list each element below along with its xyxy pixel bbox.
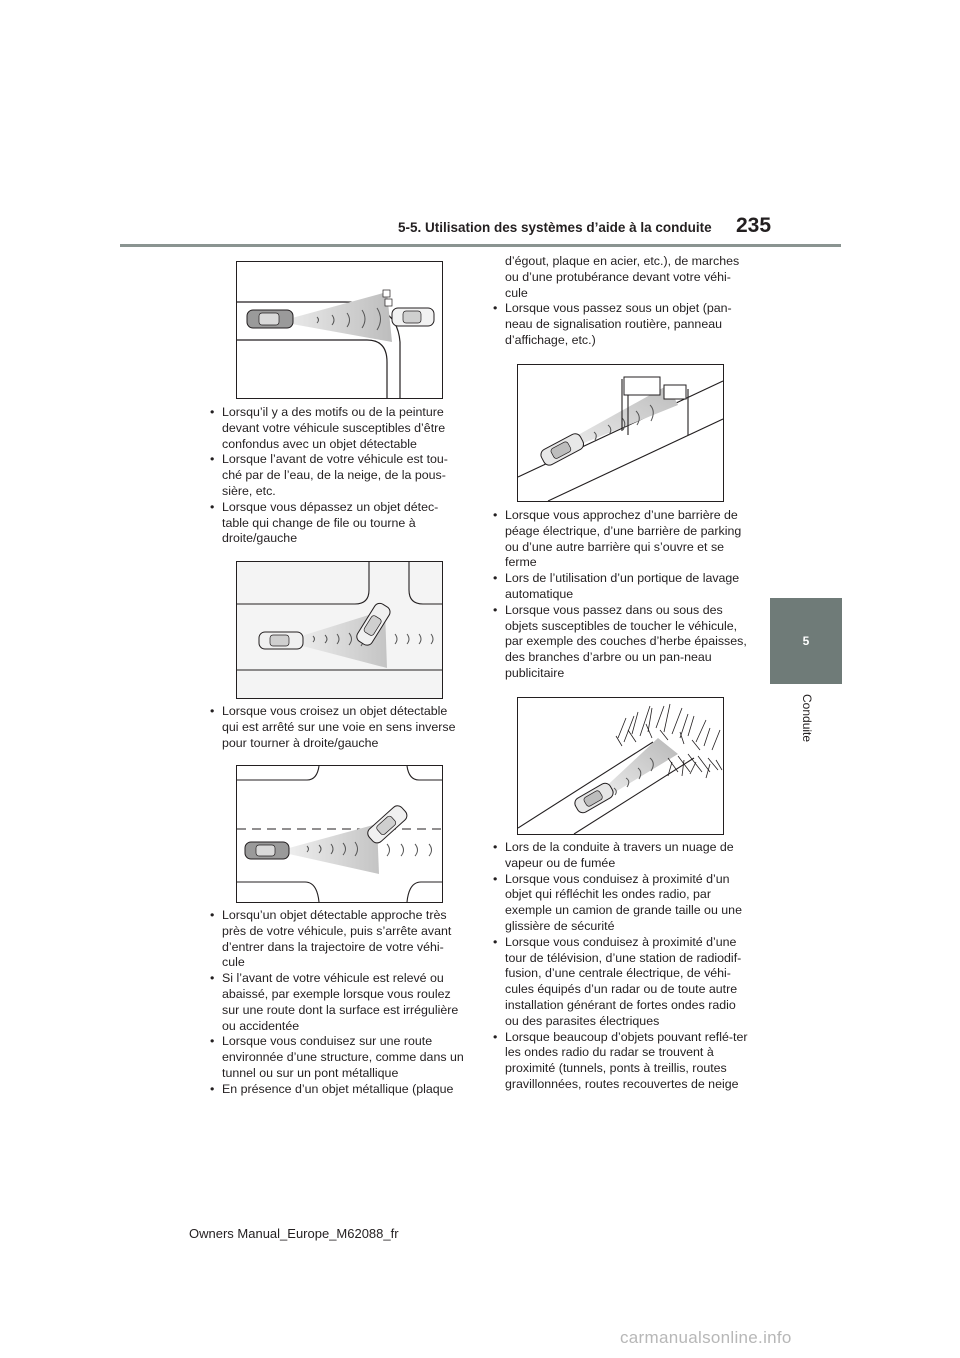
list-left-1 [209,405,465,547]
page-number: 235 [736,214,772,237]
list-item: • Si l’avant de votre véhicule est relevé ou abaissé, par exemple lorsque vous roulez sur une route dont la surface est irrégulière ou accidentée [209,971,465,1034]
section-title: 5-5. Utilisation des systèmes d’aide à la conduite [398,220,712,235]
chapter-label: Conduite [800,694,814,743]
list-item: • En présence d’un objet métallique (plaque [209,1082,465,1098]
illustration-crossing-vehicle [236,561,443,699]
list-item: • Lorsque vous passez sous un objet (pan-neau de signalisation routière, panneau d’affichage, etc.) [492,301,750,348]
chapter-tab [770,598,842,684]
chapter-number: 5 [802,634,810,648]
list-right-3 [492,840,750,1093]
list-item: • Lorsqu’un objet détectable approche très près de votre véhicule, puis s’arrête avant d’entrer dans la trajectoire de votre véhi-cule [209,908,465,971]
list-item: • Lorsqu’il y a des motifs ou de la peinture devant votre véhicule susceptibles d’être confondus avec un objet détectable [209,405,465,452]
list-item: • Lorsque vous dépassez un objet détec-table qui change de file ou tourne à droite/gauche [209,500,465,547]
list-item: • Lorsque vous approchez d’une barrière de péage électrique, d’une barrière de parking ou d’une autre barrière qui s’ouvre et se ferme [492,508,750,571]
document-footer: Owners Manual_Europe_M62088_fr [189,1226,399,1241]
watermark: carmanualsonline.info [620,1328,792,1347]
list-right-2 [492,508,750,682]
list-item: • Lorsque vous conduisez à proximité d’un objet qui réfléchit les ondes radio, par exemple un camion de grande taille ou une glissière de sécurité [492,872,750,935]
list-item: • Lors de la conduite à travers un nuage de vapeur ou de fumée [492,840,750,872]
list-right-1 [492,301,750,348]
illustration-turning-vehicle [236,261,443,399]
list-item: • Lorsque vous conduisez à proximité d’une tour de télévision, d’une station de radiodif-fusion, d’une centrale électrique, de véhi-cules équipés d’un radar ou de toute autre installation générant de fortes ondes radio ou des parasites électriques [492,935,750,1030]
list-left-2 [209,704,465,751]
list-item: • Lorsque vous passez dans ou sous des objets susceptibles de toucher le véhicule, par exemple des couches d’herbe épaisses, des branches d’arbre ou un pan-neau publicitaire [492,603,750,682]
list-item: • Lorsque beaucoup d’objets pouvant reflé-ter les ondes radio du radar se trouvent à proximité (tunnels, ponts à treillis, routes gravillonnées, routes recouvertes de neige [492,1030,750,1093]
header-divider [120,244,841,247]
continued-text: d’égout, plaque en acier, etc.), de marches ou d’une protubérance devant votre véhi-cule [505,254,740,300]
list-item: • Lorsque vous conduisez sur une route environnée d’une structure, comme dans un tunnel ou sur un pont métallique [209,1034,465,1081]
illustration-tall-grass [517,697,724,835]
list-item: • Lorsque l’avant de votre véhicule est tou-ché par de l’eau, de la neige, de la pous-sière, etc. [209,452,465,499]
illustration-approaching-vehicle [236,765,443,903]
list-left-3 [209,908,465,1098]
list-item: • Lorsque vous croisez un objet détectable qui est arrêté sur une voie en sens inverse pour tourner à droite/gauche [209,704,465,751]
list-item: • Lors de l’utilisation d’un portique de lavage automatique [492,571,750,603]
illustration-overhead-sign [517,364,724,502]
